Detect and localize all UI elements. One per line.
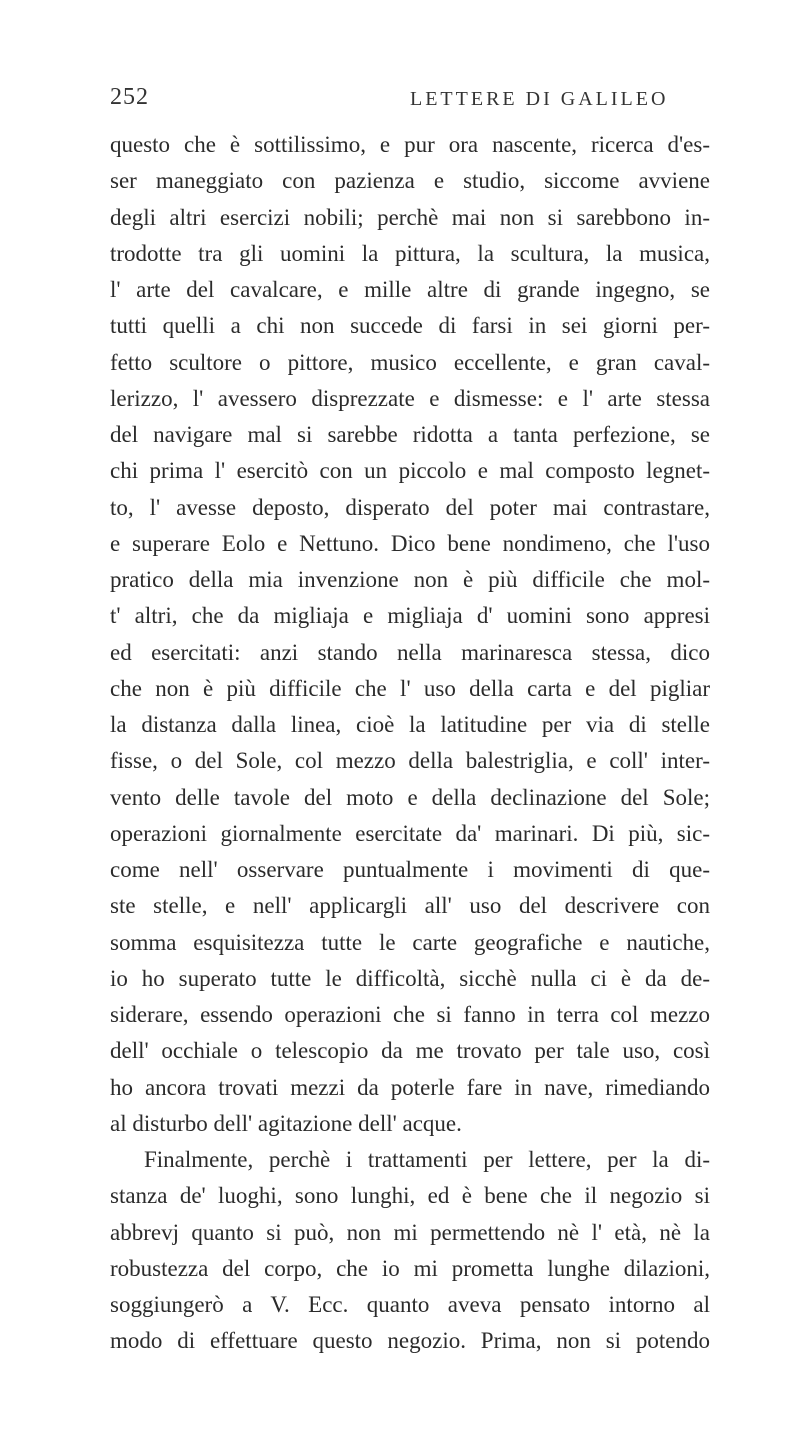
text-line: vento delle tavole del moto e della declinazione del Sole;	[110, 784, 710, 810]
paragraph-start-line: Finalmente, perchè i trattamenti per lettere, per la di-	[144, 1147, 710, 1172]
text-line: questo che è sottilissimo, e pur ora nascente, ricerca d'es-	[110, 132, 710, 157]
text-line: ed esercitati: anzi stando nella marinaresca stessa, dico	[110, 639, 710, 665]
text-line: chi prima l' esercitò con un piccolo e mal composto legnet-	[110, 458, 710, 484]
text-line: e superare Eolo e Nettuno. Dico bene nondimeno, che l'uso	[110, 530, 710, 556]
running-head: LETTERE DI GALILEO	[410, 88, 669, 110]
text-line: fetto scultore o pittore, musico eccellente, e gran caval-	[110, 349, 710, 375]
text-line: to, l' avesse deposto, disperato del poter mai contrastare,	[110, 494, 710, 520]
text-line: robustezza del corpo, che io mi prometta lunghe dilazioni,	[110, 1255, 710, 1281]
text-line: dell' occhiale o telescopio da me trovato per tale uso, così	[110, 1038, 710, 1064]
text-line: degli altri esercizi nobili; perchè mai non si sarebbono in-	[110, 204, 710, 230]
page-number: 252	[110, 84, 149, 110]
text-line: stanza de' luoghi, sono lunghi, ed è bene che il negozio si	[110, 1183, 710, 1209]
text-line: somma esquisitezza tutte le carte geografiche e nautiche,	[110, 929, 710, 955]
text-line: lerizzo, l' avessero disprezzate e dismesse: e l' arte stessa	[110, 385, 710, 411]
text-line: t' altri, che da migliaja e migliaja d' uomini sono appresi	[110, 603, 710, 629]
text-line: operazioni giornalmente esercitate da' marinari. Di più, sic-	[110, 820, 710, 846]
text-line: io ho superato tutte le difficoltà, sicchè nulla ci è da de-	[110, 965, 710, 991]
text-line: tutti quelli a chi non succede di farsi in sei giorni per-	[110, 313, 710, 339]
text-line: modo di effettuare questo negozio. Prima, non si potendo	[110, 1328, 710, 1354]
text-line: abbrevj quanto si può, non mi permettendo nè l' età, nè la	[110, 1219, 710, 1245]
text-line: ser maneggiato con pazienza e studio, siccome avviene	[110, 168, 710, 194]
body-text	[110, 127, 710, 1360]
text-line: soggiungerò a V. Ecc. quanto aveva pensato intorno al	[110, 1292, 710, 1317]
text-line: ho ancora trovati mezzi da poterle fare in nave, rimediando	[110, 1074, 710, 1100]
text-line: siderare, essendo operazioni che si fanno in terra col mezzo	[110, 1002, 710, 1027]
text-line: la distanza dalla linea, cioè la latitudine per via di stelle	[110, 712, 710, 737]
text-line: che non è più difficile che l' uso della carta e del pigliar	[110, 675, 710, 701]
text-line: trodotte tra gli uomini la pittura, la scultura, la musica,	[110, 240, 710, 266]
text-line: pratico della mia invenzione non è più difficile che mol-	[110, 567, 710, 592]
text-line: del navigare mal si sarebbe ridotta a tanta perfezione, se	[110, 422, 710, 447]
paragraph-end-line: al disturbo dell' agitazione dell' acque.	[110, 1110, 462, 1136]
text-line: l' arte del cavalcare, e mille altre di grande ingegno, se	[110, 277, 710, 302]
page-header	[110, 84, 710, 124]
text-line: come nell' osservare puntualmente i movimenti di que-	[110, 857, 710, 882]
text-line: fisse, o del Sole, col mezzo della balestriglia, e coll' inter-	[110, 748, 710, 774]
text-line: ste stelle, e nell' applicargli all' uso del descrivere con	[110, 893, 710, 919]
